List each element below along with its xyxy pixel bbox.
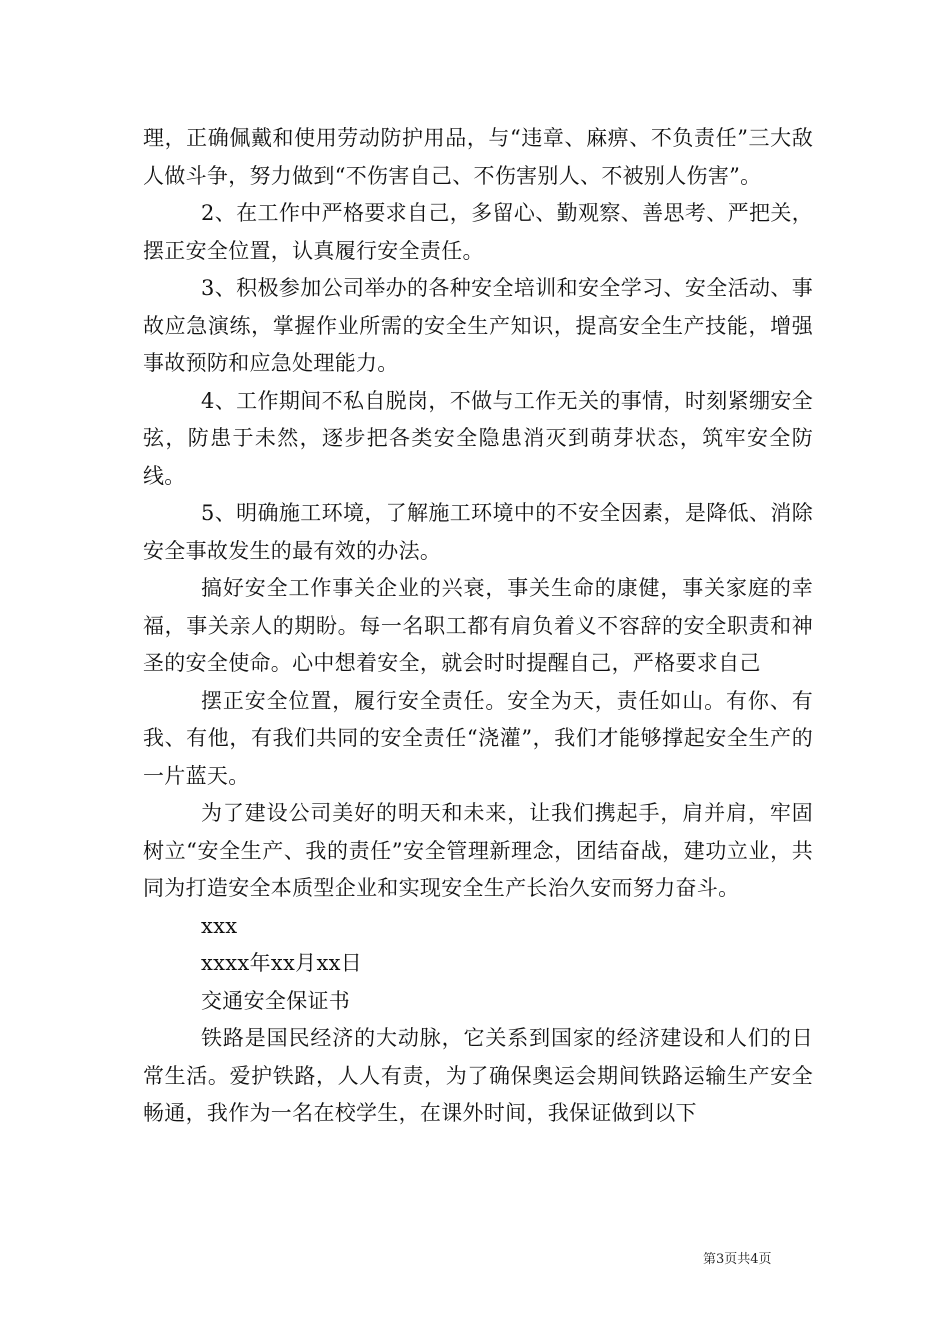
signature-date: xxxx年xx月xx日 [201,951,363,975]
paragraph-item-4: 4、工作期间不私自脱岗，不做与工作无关的事情，时刻紧绷安全弦，防患于未然，逐步把各类安全隐患消灭到萌芽状态，筑牢安全防线。 [143,388,813,488]
signature-name: xxx [201,913,238,938]
paragraph-railway-intro: 铁路是国民经济的大动脉，它关系到国家的经济建设和人们的日常生活。爱护铁路，人人有责，为了确保奥运会期间铁路运输生产安全畅通，我作为一名在校学生，在课外时间，我保证做到以下 [143,1026,813,1125]
paragraph-closing: 为了建设公司美好的明天和未来，让我们携起手，肩并肩，牢固树立“安全生产、我的责任”安全管理新理念，团结奋战，建功立业，共同为打造安全本质型企业和实现安全生产长治久安而努力奋斗。 [143,801,813,900]
paragraph-item-5: 5、明确施工环境，了解施工环境中的不安全因素，是降低、消除安全事故发生的最有效的办法。 [143,501,813,563]
document-body [143,120,813,1133]
paragraph-ppe-continued: 理，正确佩戴和使用劳动防护用品，与“违章、麻痹、不负责任”三大敌人做斗争，努力做到“不伤害自己、不伤害别人、不被别人伤害”。 [143,126,813,188]
paragraph-responsibility: 摆正安全位置，履行安全责任。安全为天，责任如山。有你、有我、有他，有我们共同的安全责任“浇灌”，我们才能够撑起安全生产的一片蓝天。 [143,688,813,788]
paragraph-item-3: 3、积极参加公司举办的各种安全培训和安全学习、安全活动、事故应急演练，掌握作业所需的安全生产知识，提高安全生产技能，增强事故预防和应急处理能力。 [143,276,813,375]
paragraph-item-2: 2、在工作中严格要求自己，多留心、勤观察、善思考、严把关，摆正安全位置，认真履行安全责任。 [143,201,813,263]
section-title: 交通安全保证书 [201,988,351,1013]
page-indicator: 第3页共4页 [703,1252,772,1267]
paragraph-safety-importance: 搞好安全工作事关企业的兴衰，事关生命的康健，事关家庭的幸福，事关亲人的期盼。每一名职工都有肩负着义不容辞的安全职责和神圣的安全使命。心中想着安全，就会时时提醒自己，严格要求自己 [143,576,813,675]
